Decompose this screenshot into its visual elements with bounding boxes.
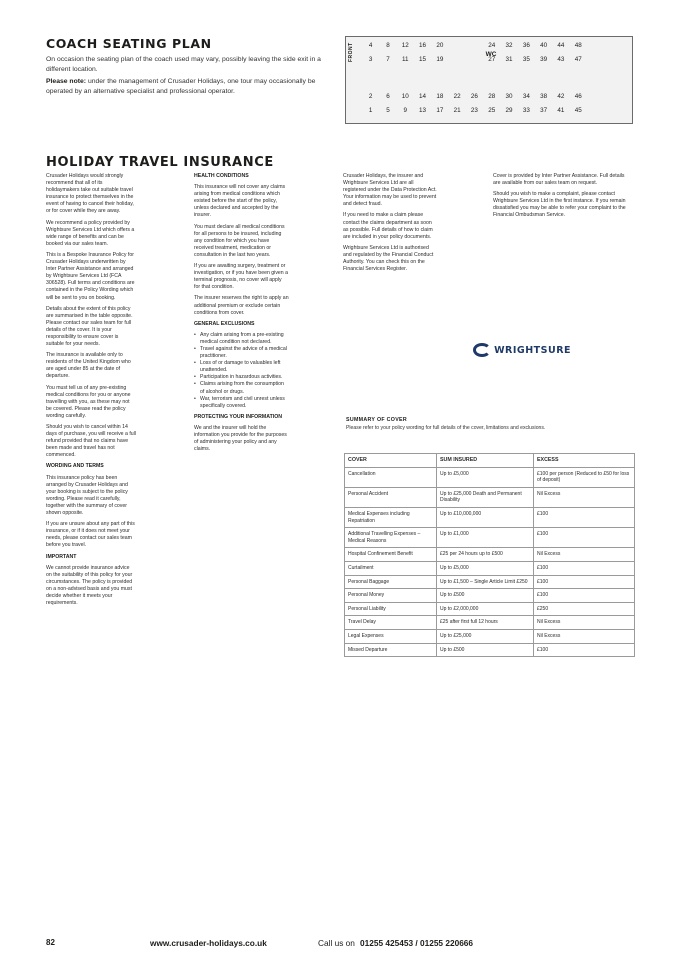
- summary-title: SUMMARY OF COVER: [346, 417, 408, 423]
- seat: 45: [574, 107, 582, 114]
- seat: [448, 40, 465, 52]
- list-item: • War, terrorism and civil unrest unless specifically covered.: [194, 396, 289, 410]
- table-cell: Up to £2,000,000: [437, 602, 534, 616]
- seat: 14: [419, 93, 427, 100]
- seat: 15: [419, 56, 427, 63]
- table-cell: Travel Delay: [345, 616, 437, 630]
- coach-seating-title: COACH SEATING PLAN: [46, 36, 212, 51]
- seat: 17: [436, 107, 444, 114]
- list-item: • Claims arising from the consumption of alcohol or drugs.: [194, 381, 289, 395]
- seat: 3: [368, 56, 373, 63]
- website-link[interactable]: www.crusader-holidays.co.uk: [150, 938, 267, 948]
- table-cell: £100: [534, 589, 635, 603]
- table-row: [345, 487, 635, 507]
- table-row: [345, 575, 635, 589]
- table-cell: Nil Excess: [534, 548, 635, 562]
- seat: [466, 54, 483, 66]
- seat-row: [362, 91, 587, 103]
- paragraph: Should you wish to cancel within 14 days of purchase, you will receive a full refund provided that no claims have been made and travel has not commenced.: [46, 424, 136, 459]
- paragraph: We recommend a policy provided by Wrightsure Services Ltd which offers a wide range of benefits and can be booked via our sales team.: [46, 219, 135, 247]
- table-cell: Up to £10,000,000: [437, 507, 534, 527]
- paragraph: We cannot provide insurance advice on the suitability of this policy for your circumstances. The policy is provided on a non-advised basis and you must decide whether it meets your requirements.: [46, 564, 133, 607]
- paragraph: This insurance will not cover any claims arising from medical conditions which existed before the start of the policy, unless declared and accepted by the insurer.: [194, 184, 286, 219]
- table-row: [345, 589, 635, 603]
- seat: 40: [540, 42, 548, 49]
- table-row: [345, 548, 635, 562]
- paragraph: Wrightsure Services Ltd is authorised and regulated by the Financial Conduct Authority. You can check this on the Financial Services Register.: [343, 244, 434, 273]
- table-row: [345, 629, 635, 643]
- note-label: Please note:: [46, 78, 87, 86]
- seat: 42: [557, 93, 565, 100]
- column-header: COVER: [345, 454, 437, 468]
- table-cell: Up to £1,500 – Single Article Limit £250: [437, 575, 534, 589]
- table-header-row: [345, 454, 635, 468]
- table-cell: Personal Baggage: [345, 575, 437, 589]
- paragraph: Crusader Holidays, the insurer and Wrightsure Services Ltd are all registered under the Data Protection Act. Your information may be used to prevent and detect fraud.: [343, 173, 437, 208]
- table-cell: Missed Departure: [345, 643, 437, 657]
- table-row: [345, 528, 635, 548]
- paragraph: Crusader Holidays would strongly recommend that all of its holidaymakers take out suitable travel insurance to protect themselves in the event of having to cancel their holiday, or for cover while they are away.: [46, 173, 134, 215]
- column-header: SUM INSURED: [437, 454, 534, 468]
- table-cell: Up to £25,000 Death and Permanent Disability: [437, 487, 534, 507]
- seat: 5: [386, 107, 390, 114]
- table-row: [345, 507, 635, 527]
- list-item: • Participation in hazardous activities.: [194, 374, 289, 381]
- table-cell: Medical Expenses including Repatriation: [345, 507, 437, 527]
- insurance-column-2: [194, 173, 289, 457]
- seat: 7: [386, 56, 390, 63]
- seat: 38: [540, 93, 548, 100]
- seat: 27: [488, 56, 496, 63]
- table-row: [345, 561, 635, 575]
- seat: 33: [522, 107, 530, 114]
- paragraph: The insurer reserves the right to apply an additional premium or exclude certain conditions from cover.: [194, 295, 289, 316]
- paragraph: The insurance is available only to residents of the United Kingdom who are aged under 85 at the date of departure.: [46, 352, 131, 380]
- table-cell: Additional Travelling Expenses – Medical Reasons: [345, 528, 437, 548]
- table-cell: Cancellation: [345, 467, 437, 487]
- seat: 31: [505, 56, 513, 63]
- seat: 2: [368, 93, 373, 100]
- table-cell: £25 per 24 hours up to £500: [437, 548, 534, 562]
- seat: 10: [401, 93, 409, 100]
- table-cell: Up to £5,000: [437, 467, 534, 487]
- seat: 26: [470, 93, 478, 100]
- paragraph: If you need to make a claim please contact the claims department as soon as possible. Full details of how to claim are included in your policy documents.: [343, 212, 433, 240]
- seat: [466, 40, 483, 52]
- section-heading: HEALTH CONDITIONS: [194, 173, 249, 179]
- section-heading: PROTECTING YOUR INFORMATION: [194, 413, 282, 420]
- seat: 1: [368, 107, 373, 114]
- seat: 34: [522, 93, 530, 100]
- coach-seating-text: [46, 55, 336, 96]
- table-cell: Up to £500: [437, 643, 534, 657]
- table-cell: Nil Excess: [534, 616, 635, 630]
- seat: 30: [505, 93, 513, 100]
- wrightsure-logo-text: WRIGHTSURE: [494, 344, 571, 356]
- summary-of-cover-table: [344, 453, 635, 657]
- paragraph: This is a Bespoke Insurance Policy for Crusader Holidays underwritten by Inter Partner Assistance and arranged by Wrightsure Services Ltd (FCA 306528). Full terms and conditions are contained in the Policy Wording which will be sent to you on booking.: [46, 251, 135, 301]
- paragraph: Should you wish to make a complaint, please contact Wrightsure Services Ltd in the first instance. If you remain dissatisfied you may be able to refer your complaint to the Financial Ombudsman Service.: [493, 191, 626, 219]
- seat: 29: [505, 107, 513, 114]
- wrightsure-logo: [473, 341, 571, 359]
- seat: 24: [488, 42, 496, 49]
- seat-row: [362, 40, 587, 52]
- seat: 46: [574, 93, 582, 100]
- page-number: 82: [46, 938, 55, 947]
- seat: 20: [436, 42, 444, 49]
- table-cell: £100: [534, 575, 635, 589]
- seat: 23: [470, 107, 478, 114]
- column-header: EXCESS: [534, 454, 635, 468]
- seat: 12: [401, 42, 409, 49]
- table-cell: £100: [534, 528, 635, 548]
- paragraph: This insurance policy has been arranged by Crusader Holidays and your booking is subject to the policy wording. Please read it carefully, together with the summary of cover shown opposite.: [46, 474, 128, 517]
- seat: 41: [557, 107, 565, 114]
- table-row: [345, 602, 635, 616]
- seat: 13: [419, 107, 427, 114]
- seat: 48: [574, 42, 582, 49]
- phone-number[interactable]: 01255 425453 / 01255 220666: [360, 938, 474, 948]
- seat: 36: [522, 42, 530, 49]
- table-cell: Up to £1,000: [437, 528, 534, 548]
- seat: 4: [368, 42, 373, 49]
- table-cell: £100: [534, 643, 635, 657]
- seat: 16: [419, 42, 427, 49]
- seat: [448, 54, 465, 66]
- call-label: Call us on: [318, 938, 355, 948]
- table-cell: Up to £500: [437, 589, 534, 603]
- seat: 19: [436, 56, 444, 63]
- seat: 47: [574, 56, 582, 63]
- paragraph: Cover is provided by Inter Partner Assistance. Full details are available from our sales team on request.: [493, 173, 625, 187]
- seat: 22: [453, 93, 461, 100]
- table-row: [345, 467, 635, 487]
- summary-intro: Please refer to your policy wording for full details of the cover, limitations and exclusions.: [346, 425, 546, 431]
- insurance-column-1: [46, 173, 136, 611]
- seat: 9: [403, 107, 407, 114]
- seat: 11: [401, 56, 409, 63]
- table-cell: Up to £25,000: [437, 629, 534, 643]
- paragraph: You must declare all medical conditions for all persons to be insured, including any condition for which you have received treatment, medication or consultation in the last two years.: [194, 223, 285, 258]
- paragraph: If you are awaiting surgery, treatment or investigation, or if you have been given a terminal prognosis, no cover will apply for that condition.: [194, 263, 289, 291]
- front-label: FRONT: [348, 42, 354, 62]
- table-cell: £100: [534, 507, 635, 527]
- table-cell: Nil Excess: [534, 487, 635, 507]
- table-cell: Personal Liability: [345, 602, 437, 616]
- table-cell: Nil Excess: [534, 629, 635, 643]
- paragraph: You must tell us of any pre-existing medical conditions for you or anyone travelling with you, as these may not be covered. Please read the policy wording carefully.: [46, 384, 131, 419]
- seat: 8: [386, 42, 390, 49]
- coach-note: [46, 77, 336, 96]
- insurance-title: HOLIDAY TRAVEL INSURANCE: [46, 155, 274, 170]
- paragraph: If you are unsure about any part of this insurance, or if it does not meet your needs, please contact our sales team before you travel.: [46, 521, 135, 549]
- seat: 35: [522, 56, 530, 63]
- seat: 25: [488, 107, 496, 114]
- table-row: [345, 643, 635, 657]
- seat: 28: [488, 93, 496, 100]
- section-heading: IMPORTANT: [46, 553, 77, 560]
- section-heading: GENERAL EXCLUSIONS: [194, 320, 255, 327]
- section-heading: WORDING AND TERMS: [46, 463, 104, 470]
- seat-row: [362, 105, 587, 117]
- table-cell: Curtailment: [345, 561, 437, 575]
- table-cell: Personal Accident: [345, 487, 437, 507]
- table-cell: £250: [534, 602, 635, 616]
- paragraph: We and the insurer will hold the information you provide for the purposes of administering your policy and any claims.: [194, 424, 287, 453]
- table-cell: Up to £5,000: [437, 561, 534, 575]
- insurance-column-3: [343, 173, 438, 277]
- table-cell: Personal Money: [345, 589, 437, 603]
- seat: 21: [453, 107, 461, 114]
- list-item: • Travel against the advice of a medical practitioner.: [194, 346, 289, 360]
- wrightsure-logo-icon: [473, 343, 491, 357]
- coach-intro: On occasion the seating plan of the coach used may vary, possibly leaving the side exit in a different location.: [46, 56, 321, 73]
- list-item: • Loss of or damage to valuables left unattended.: [194, 360, 289, 374]
- table-cell: £100: [534, 561, 635, 575]
- seat: 43: [557, 56, 565, 63]
- coach-seating-grid: [345, 36, 633, 124]
- paragraph: Details about the extent of this policy are summarised in the table opposite. Please contact our sales team for full details of the cover. It is your responsibility to ensure cover is suitable for your needs.: [46, 305, 133, 348]
- wc-label: WC: [485, 51, 497, 58]
- note-text: under the management of Crusader Holidays, one tour may occasionally be operated by an alternative specialist and professional operator.: [46, 78, 316, 95]
- table-cell: Legal Expenses: [345, 629, 437, 643]
- table-row: [345, 616, 635, 630]
- seat: 6: [386, 93, 390, 100]
- seat: 32: [505, 42, 513, 49]
- page-footer: [0, 936, 680, 956]
- seat: 37: [540, 107, 548, 114]
- table-cell: £100 per person (Reduced to £50 for loss of deposit): [534, 467, 635, 487]
- seat: 18: [436, 93, 444, 100]
- seat-row: [362, 54, 587, 66]
- list-item: • Any claim arising from a pre-existing medical condition not declared.: [194, 332, 289, 346]
- table-cell: Hospital Confinement Benefit: [345, 548, 437, 562]
- table-cell: £25 after first full 12 hours: [437, 616, 534, 630]
- insurance-column-4: [493, 173, 633, 224]
- seat: 39: [540, 56, 548, 63]
- exclusions-list: [194, 332, 289, 410]
- seat: 44: [557, 42, 565, 49]
